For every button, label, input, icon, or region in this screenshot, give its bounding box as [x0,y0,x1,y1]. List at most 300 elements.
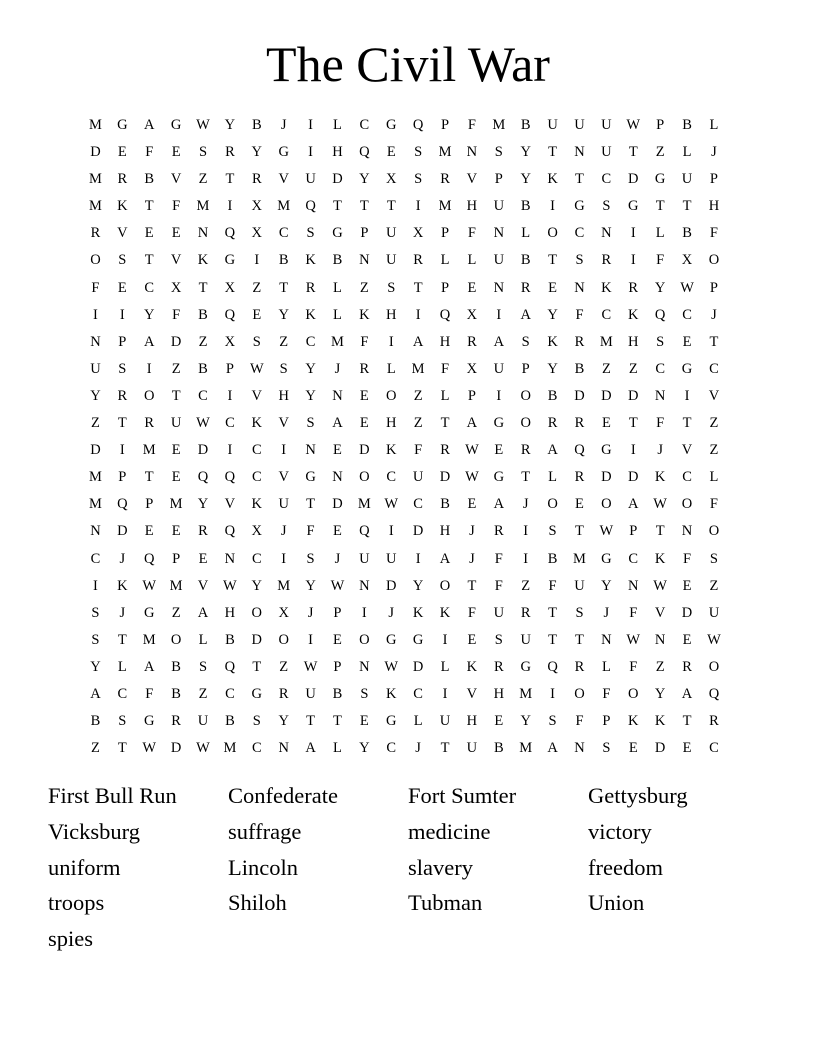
grid-letter: A [332,415,343,432]
grid-letter: T [333,713,342,730]
grid-letter: T [467,577,477,594]
grid-letter: P [709,279,718,296]
word-list [48,778,768,957]
grid-letter: T [144,469,154,486]
grid-letter: W [196,740,210,757]
grid-letter: E [144,523,154,540]
grid-letter: T [440,415,450,432]
grid-letter: R [520,279,531,296]
grid-letter: U [386,550,397,567]
grid-letter: N [493,279,505,296]
grid-letter: G [170,117,182,133]
grid-letter: N [90,333,101,350]
grid-letter: D [628,469,639,486]
grid-letter: Y [305,577,316,594]
grid-letter: B [225,631,235,648]
grid-letter: Z [171,604,181,621]
grid-letter: M [169,496,183,513]
grid-letter: H [439,333,451,350]
grid-letter: T [413,279,423,296]
word-list-item: uniform [48,854,121,880]
grid-letter: T [655,523,665,540]
grid-letter: Z [198,333,208,350]
grid-letter: O [359,631,370,648]
grid-letter: Z [171,360,181,377]
word-list-item: slavery [408,854,473,880]
grid-letter: M [196,198,210,215]
grid-letter: V [170,171,182,188]
grid-letter: L [709,117,719,133]
grid-letter: D [439,469,451,486]
grid-letter: E [333,442,342,459]
grid-letter: V [278,171,289,188]
grid-letter: M [573,550,586,567]
grid-letter: J [334,360,341,377]
grid-letter: Y [278,306,289,323]
grid-letter: E [359,713,369,730]
grid-letter: I [523,523,529,540]
grid-letter: Y [520,713,531,730]
grid-letter: I [523,550,529,567]
grid-letter: Z [709,577,719,594]
grid-letter: C [601,171,612,188]
grid-letter: E [198,550,208,567]
grid-letter: S [656,333,665,350]
grid-letter: E [494,713,504,730]
grid-letter: I [630,442,636,459]
grid-letter: J [469,550,475,567]
grid-letter: L [682,144,692,161]
grid-letter: O [681,496,693,513]
grid-letter: C [144,279,155,296]
grid-letter: R [628,279,639,296]
grid-letter: F [91,279,100,296]
grid-letter: C [601,306,612,323]
grid-letter: A [493,496,505,513]
grid-letter: B [171,685,181,702]
grid-letter: F [145,144,154,161]
grid-letter: Y [197,496,209,513]
grid-letter: R [413,252,423,269]
grid-letter: R [171,713,181,730]
grid-letter: D [628,171,639,188]
grid-letter: Q [439,306,451,323]
grid-letter: M [519,685,533,702]
grid-letter: B [90,713,101,730]
grid-letter: L [601,658,611,675]
grid-letter: N [574,740,585,757]
grid-letter: M [331,333,344,350]
grid-letter: M [492,117,506,133]
grid-letter: E [467,496,477,513]
grid-letter: A [439,550,451,567]
grid-letter: S [494,631,503,648]
grid-letter: U [708,604,720,621]
grid-letter: M [223,740,237,757]
grid-letter: H [466,198,478,215]
grid-letter: E [171,469,181,486]
grid-letter: H [278,387,289,404]
grid-letter: D [628,387,639,404]
grid-letter: C [413,496,423,513]
grid-letter: R [117,387,128,404]
grid-letter: G [601,442,612,459]
grid-letter: N [305,442,316,459]
word-list-item: suffrage [228,818,302,844]
grid-letter: R [574,469,585,486]
grid-letter: E [682,333,692,350]
grid-letter: W [142,740,157,757]
grid-letter: A [197,604,209,621]
grid-letter: Y [143,306,155,323]
grid-letter: R [601,252,612,269]
grid-letter: K [654,469,666,486]
grid-letter: A [681,685,693,702]
grid-letter: A [466,415,478,432]
grid-letter: M [142,631,156,648]
grid-letter: C [278,225,289,242]
grid-letter: Z [279,658,289,675]
grid-letter: U [278,496,289,513]
grid-letter: U [466,740,478,757]
grid-letter: O [708,252,720,269]
grid-letter: I [93,306,98,323]
grid-letter: R [574,333,585,350]
grid-letter: B [520,252,531,269]
grid-letter: E [628,740,638,757]
grid-letter: L [655,225,665,242]
grid-letter: X [466,360,478,377]
grid-letter: D [601,469,612,486]
grid-letter: X [170,279,182,296]
grid-letter: K [197,252,209,269]
grid-letter: V [681,442,693,459]
grid-letter: O [628,685,639,702]
grid-letter: W [653,496,667,513]
grid-letter: F [467,117,476,133]
grid-letter: V [224,496,236,513]
grid-letter: T [575,171,584,188]
grid-letter: O [251,604,263,621]
grid-letter: V [117,225,128,242]
grid-letter: N [493,225,505,242]
grid-letter: T [709,333,719,350]
grid-letter: E [333,523,342,540]
grid-letter: Q [197,469,209,486]
grid-letter: L [709,469,719,486]
grid-letter: I [550,685,555,702]
grid-letter: T [682,415,692,432]
grid-letter: K [305,306,316,323]
grid-letter: I [442,631,448,648]
grid-letter: G [386,713,397,730]
grid-letter: O [170,631,182,648]
grid-letter: F [467,604,476,621]
grid-letter: T [575,631,584,648]
grid-letter: O [520,415,531,432]
word-list-item: freedom [588,854,663,880]
grid-letter: Z [91,740,100,757]
grid-letter: G [628,198,639,215]
grid-letter: A [547,442,558,459]
grid-letter: A [628,496,639,513]
grid-letter: H [493,685,505,702]
grid-letter: Q [412,117,424,133]
grid-letter: Q [224,523,236,540]
grid-letter: I [415,550,421,567]
grid-letter: G [386,631,397,648]
grid-letter: L [333,306,342,323]
grid-letter: M [88,496,102,513]
grid-letter: U [305,685,316,702]
grid-letter: E [682,577,692,594]
grid-letter: F [440,360,450,377]
grid-letter: Z [601,360,611,377]
grid-letter: Q [708,685,720,702]
grid-letter: S [91,604,100,621]
grid-letter: G [601,550,612,567]
grid-letter: Q [224,306,236,323]
grid-letter: Q [224,469,236,486]
grid-letter: I [388,333,394,350]
grid-letter: B [332,252,343,269]
grid-letter: R [493,658,504,675]
grid-letter: Q [359,144,370,161]
grid-letter: J [119,550,126,567]
grid-letter: R [90,225,101,242]
grid-letter: Y [359,171,370,188]
grid-letter: T [144,252,154,269]
grid-letter: H [708,198,720,215]
grid-letter: B [332,685,343,702]
grid-letter: R [117,171,128,188]
grid-letter: S [306,550,315,567]
grid-letter: U [412,469,424,486]
grid-letter: I [630,225,636,242]
word-list-item: Shiloh [228,890,287,916]
grid-letter: W [330,577,345,594]
grid-letter: Y [90,658,101,675]
grid-letter: Z [198,685,208,702]
grid-letter: W [196,117,210,133]
grid-letter: D [359,442,370,459]
grid-letter: P [440,225,450,242]
word-list-item: troops [48,890,105,916]
grid-letter: E [171,523,181,540]
grid-letter: J [657,442,663,459]
grid-letter: S [360,685,369,702]
grid-letter: I [415,306,421,323]
grid-letter: P [333,604,342,621]
grid-letter: D [412,523,424,540]
grid-letter: S [494,144,503,161]
grid-letter: N [466,144,478,161]
grid-letter: G [143,713,155,730]
grid-letter: D [412,658,424,675]
grid-letter: E [467,279,477,296]
grid-letter: T [359,198,369,215]
grid-letter: P [656,117,665,133]
grid-letter: R [520,442,531,459]
grid-letter: L [386,360,396,377]
grid-letter: O [601,496,612,513]
grid-letter: D [197,442,209,459]
grid-letter: C [628,550,639,567]
grid-letter: Y [654,685,666,702]
grid-letter: L [333,279,342,296]
grid-letter: T [279,279,289,296]
grid-letter: U [547,117,558,133]
grid-letter: A [412,333,424,350]
grid-letter: Y [547,306,558,323]
grid-letter: N [601,631,612,648]
grid-letter: M [411,360,425,377]
grid-letter: L [117,658,127,675]
grid-letter: T [171,387,181,404]
grid-letter: F [494,577,503,594]
grid-letter: K [547,171,558,188]
grid-letter: Y [251,577,263,594]
grid-letter: O [278,631,289,648]
grid-letter: N [359,658,370,675]
grid-letter: V [251,387,263,404]
grid-letter: S [575,252,584,269]
grid-letter: P [172,550,181,567]
grid-letter: J [469,523,475,540]
grid-letter: J [522,496,529,513]
grid-letter: W [680,279,694,296]
grid-letter: E [333,631,342,648]
grid-letter: D [251,631,263,648]
grid-letter: N [332,469,343,486]
grid-letter: J [119,604,126,621]
grid-letter: F [575,306,584,323]
grid-letter: D [170,333,182,350]
grid-letter: X [681,252,693,269]
grid-letter: S [91,631,100,648]
grid-letter: Z [198,171,208,188]
grid-letter: T [225,171,235,188]
grid-letter: I [281,550,287,567]
grid-letter: H [386,415,397,432]
grid-letter: Y [654,279,666,296]
grid-letter: R [305,279,316,296]
grid-letter: P [440,117,450,133]
grid-letter: Z [655,658,665,675]
grid-letter: F [656,415,665,432]
grid-letter: S [198,144,208,161]
grid-letter: L [440,658,450,675]
grid-letter: T [548,604,558,621]
grid-letter: Z [655,144,665,161]
grid-letter: C [386,740,397,757]
grid-letter: G [574,198,585,215]
grid-letter: F [548,577,557,594]
grid-letter: D [601,387,612,404]
grid-letter: B [682,225,692,242]
grid-letter: R [709,713,719,730]
grid-letter: K [305,252,316,269]
grid-letter: W [465,469,479,486]
grid-letter: T [144,198,154,215]
grid-letter: G [520,658,531,675]
grid-letter: T [333,198,342,215]
grid-letter: U [197,713,209,730]
grid-letter: D [90,442,101,459]
grid-letter: Z [709,442,719,459]
grid-letter: T [440,740,450,757]
grid-letter: E [117,144,127,161]
grid-letter: E [575,496,584,513]
grid-letter: I [308,631,313,648]
grid-letter: I [146,360,152,377]
grid-letter: K [654,550,666,567]
grid-letter: G [681,360,693,377]
grid-letter: W [142,577,157,594]
grid-letter: T [306,496,315,513]
grid-letter: G [117,117,128,133]
grid-letter: T [682,198,692,215]
grid-letter: R [225,144,235,161]
grid-letter: X [251,198,263,215]
grid-letter: I [684,387,690,404]
grid-letter: Q [574,442,585,459]
grid-letter: G [332,225,343,242]
grid-letter: M [438,198,452,215]
grid-letter: C [251,740,262,757]
grid-letter: C [225,685,235,702]
grid-letter: L [440,387,450,404]
grid-letter: A [305,740,316,757]
grid-letter: E [117,279,127,296]
grid-letter: K [628,306,639,323]
grid-letter: F [172,198,181,215]
grid-letter: L [521,225,531,242]
word-list-item: First Bull Run [48,783,177,808]
word-list-item: victory [588,818,652,844]
grid-letter: K [628,713,639,730]
grid-letter: D [332,496,343,513]
grid-letter: K [654,713,666,730]
grid-letter: N [90,523,101,540]
grid-letter: T [548,631,558,648]
grid-letter: B [198,306,208,323]
grid-letter: U [493,252,505,269]
grid-letter: Y [278,713,289,730]
grid-letter: S [709,550,718,567]
grid-letter: P [118,469,127,486]
grid-letter: J [280,117,287,133]
grid-letter: M [357,496,371,513]
page-title: The Civil War [266,36,550,92]
grid-letter: R [440,442,450,459]
grid-letter: Q [143,550,155,567]
grid-letter: E [252,306,262,323]
grid-letter: O [574,685,585,702]
grid-letter: V [197,577,209,594]
grid-letter: N [224,550,236,567]
word-list-item: medicine [408,818,491,844]
grid-letter: X [466,306,478,323]
grid-letter: C [251,442,262,459]
grid-letter: N [654,387,666,404]
grid-letter: A [520,306,531,323]
grid-letter: W [196,415,210,432]
grid-letter: C [198,387,208,404]
grid-letter: E [682,631,692,648]
grid-letter: O [547,225,558,242]
grid-letter: K [251,415,263,432]
